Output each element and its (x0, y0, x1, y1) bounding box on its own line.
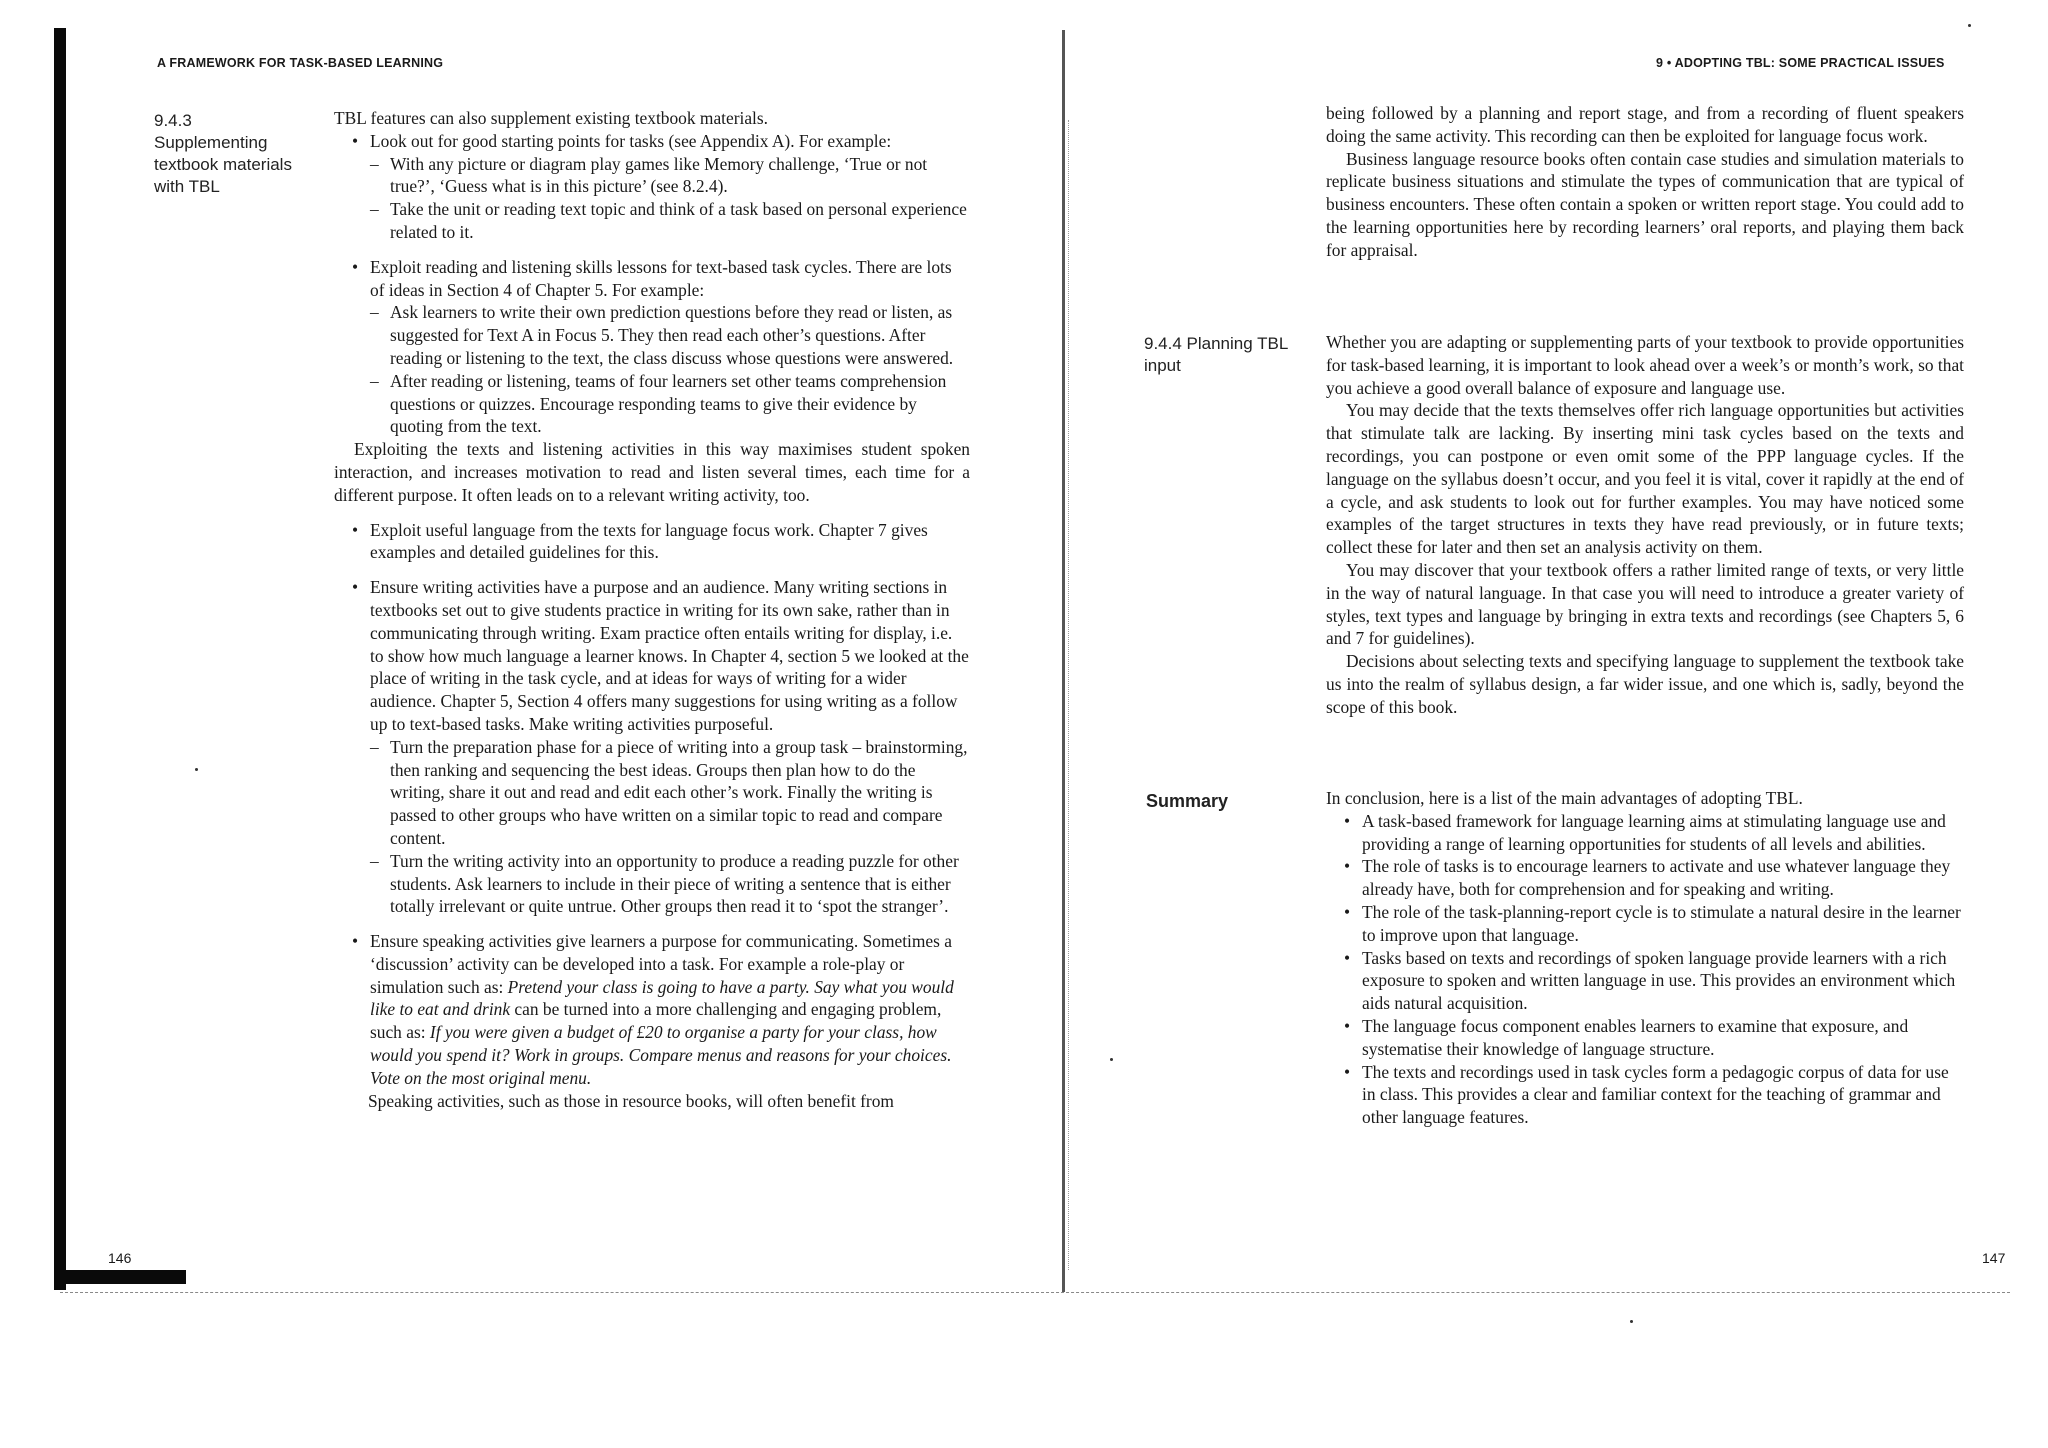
section-title-line: input (1144, 356, 1181, 375)
summary-body (1326, 787, 1964, 1129)
scan-speck (1110, 1058, 1113, 1061)
scan-speck (1630, 1320, 1633, 1323)
body-paragraph: Business language resource books often contain case studies and simulation materials to replicate business situations and stimulate the types of communication that are typical of business encounters. These often contain a spoken or written report stage. You could add to the learning opportunities here by recording learners’ oral reports, and playing them back for appraisal. (1326, 148, 1964, 260)
bullet-item: • Exploit reading and listening skills lessons for text-based task cycles. There are lots of ideas in Section 4 of Chapter 5. For example: (348, 256, 970, 302)
section-number-title: 9.4.4 Planning TBL (1144, 334, 1289, 353)
bullet-item: • Look out for good starting points for tasks (see Appendix A). For example: (348, 130, 970, 153)
running-head-left: A FRAMEWORK FOR TASK-BASED LEARNING (157, 56, 444, 70)
summary-bullet: • Tasks based on texts and recordings of spoken language provide learners with a rich exposure to spoken and written language in use. This provides an environment which aids natural acquisition. (1340, 947, 1964, 1015)
dash-item: – Turn the preparation phase for a piece of writing into a group task – brainstorming, then ranking and sequencing the best ideas. Groups then plan how to do the writing, share it out and read and edit each other’s work. Finally the writing is passed to other groups who have written on a similar topic to read and compare content. (370, 736, 970, 850)
page-corner-shadow (66, 1270, 186, 1284)
section-title-line: with TBL (154, 177, 220, 196)
section-heading-9-4-4 (1144, 333, 1324, 377)
right-page-body-top (1326, 102, 1964, 262)
bullet-text: Ensure speaking activities give learners a purpose for communicating. Sometimes a ‘discussion’ activity can be developed into a task. For example a role-play or simulation such as: (370, 931, 952, 997)
running-head-right: 9 • ADOPTING TBL: SOME PRACTICAL ISSUES (1656, 56, 1945, 70)
summary-bullet: • The language focus component enables learners to examine that exposure, and systematise their knowledge of language structure. (1340, 1015, 1964, 1061)
section-heading-9-4-3 (154, 110, 334, 198)
bullet-item: • Ensure writing activities have a purpose and an audience. Many writing sections in textbooks set out to give students practice in writing for its own sake, rather than in communicating through writing. Exam practice often entails writing for display, i.e. to show how much language a learner knows. In Chapter 4, section 5 we looked at the place of writing in the task cycle, and at ideas for ways of writing for a wider audience. Chapter 5, Section 4 offers many suggestions for using writing as a follow up to text-based tasks. Make writing activities purposeful. (348, 576, 970, 736)
right-page-body-planning (1326, 331, 1964, 719)
body-paragraph: Speaking activities, such as those in resource books, will often benefit from (368, 1090, 894, 1111)
section-title-line: textbook materials (154, 155, 292, 174)
body-paragraph: Whether you are adapting or supplementing parts of your textbook to provide opportunities for task-based learning, it is important to look ahead over a week’s or month’s work, so that you achieve a good overall balance of exposure and language use. (1326, 332, 1964, 398)
body-paragraph: You may decide that the texts themselves offer rich language opportunities but activities that stimulate talk are lacking. By inserting mini task cycles based on the texts and recordings, you can postpone or even omit some of the PPP language cycles. If the language on the syllabus doesn’t occur, and you feel it is vital, cover it rapidly at the end of a cycle, and ask students to look out for further examples. You may have noticed some examples of the target structures in texts they have read previously, or in future texts; collect these for later and then set an analysis activity on them. (1326, 400, 1964, 558)
page-bottom-edge (60, 1292, 2010, 1293)
summary-intro: In conclusion, here is a list of the main advantages of adopting TBL. (1326, 788, 1803, 808)
intro-paragraph: TBL features can also supplement existing textbook materials. (334, 108, 769, 128)
dash-item: – With any picture or diagram play games like Memory challenge, ‘True or not true?’, ‘Guess what is in this picture’ (see 8.2.4). (370, 153, 970, 199)
page-spine-shadow (54, 28, 66, 1290)
page-number-right: 147 (1982, 1250, 2006, 1266)
book-gutter (1062, 30, 1065, 1292)
page-number-left: 146 (108, 1250, 132, 1266)
left-page-body (334, 107, 970, 1112)
bullet-text: can be turned into a more challenging and engaging problem, such as: (370, 999, 942, 1043)
example-italic: Pretend your class is going to have a party. Say what you would like to eat and drink (370, 976, 954, 1020)
body-paragraph: being followed by a planning and report stage, and from a recording of fluent speakers doing the same activity. This recording can then be exploited for language focus work. (1326, 103, 1964, 146)
section-number: 9.4.3 (154, 111, 192, 130)
scan-speck (195, 768, 198, 771)
body-paragraph: Decisions about selecting texts and specifying language to supplement the textbook take us into the realm of syllabus design, a far wider issue, and one which is, sadly, beyond the scope of this book. (1326, 651, 1964, 717)
summary-bullet: • A task-based framework for language learning aims at stimulating language use and providing a range of learning opportunities for students of all levels and abilities. (1340, 810, 1964, 856)
bullet-item (348, 930, 970, 1090)
example-italic: If you were given a budget of £20 to organise a party for your class, how would you spend it? Work in groups. Compare menus and reasons for your choices. Vote on the most original menu. (370, 1022, 952, 1088)
bullet-item: • Exploit useful language from the texts for language focus work. Chapter 7 gives examples and detailed guidelines for this. (348, 519, 970, 565)
dash-item: – Take the unit or reading text topic and think of a task based on personal experience related to it. (370, 198, 970, 244)
dash-item: – After reading or listening, teams of four learners set other teams comprehension questions or quizzes. Encourage responding teams to give their evidence by quoting from the text. (370, 370, 970, 438)
body-paragraph: You may discover that your textbook offers a rather limited range of texts, or very little in the way of natural language. In that case you will need to introduce a greater variety of styles, text types and language by bringing in extra texts and recordings (see Chapters 5, 6 and 7 for guidelines). (1326, 559, 1964, 649)
summary-heading: Summary (1146, 791, 1229, 811)
dash-item: – Turn the writing activity into an opportunity to produce a reading puzzle for other students. Ask learners to include in their piece of writing a sentence that is either totally irrelevant or quite untrue. Other groups then read it to ‘spot the stranger’. (370, 850, 970, 918)
summary-bullet: • The role of tasks is to encourage learners to activate and use whatever language they already have, both for comprehension and for speaking and writing. (1340, 855, 1964, 901)
scan-speck (1968, 24, 1971, 27)
body-paragraph: Exploiting the texts and listening activities in this way maximises student spoken interaction, and increases motivation to read and listen several times, each time for a different purpose. It often leads on to a relevant writing activity, too. (334, 439, 970, 505)
summary-bullet: • The role of the task-planning-report cycle is to stimulate a natural desire in the learner to improve upon that language. (1340, 901, 1964, 947)
summary-bullet: • The texts and recordings used in task cycles form a pedagogic corpus of data for use in class. This provides a clear and familiar context for the teaching of grammar and other language features. (1340, 1061, 1964, 1129)
section-title-line: Supplementing (154, 133, 268, 152)
dash-item: – Ask learners to write their own prediction questions before they read or listen, as suggested for Text A in Focus 5. They then read each other’s questions. After reading or listening to the text, the class discuss whose questions were answered. (370, 301, 970, 369)
book-gutter-edge (1068, 120, 1070, 1270)
